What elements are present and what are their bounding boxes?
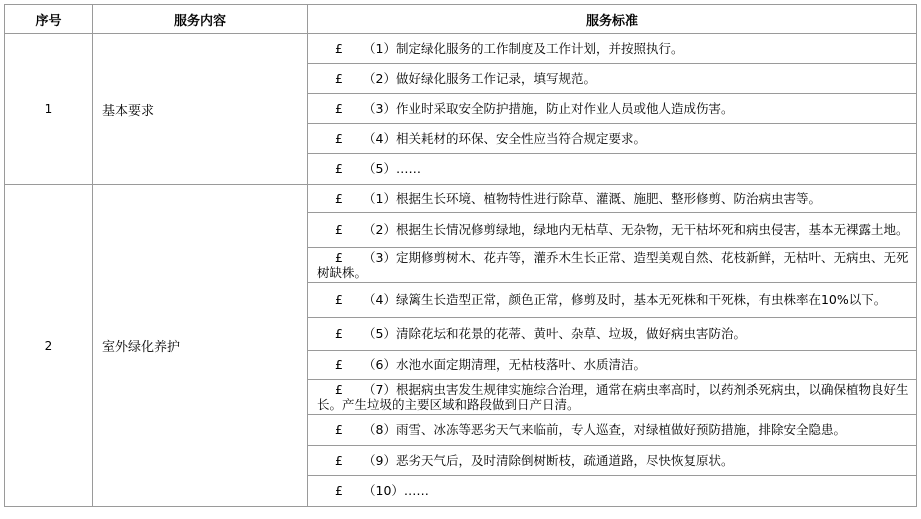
standard-item: £ （4）绿篱生长造型正常，颜色正常，修剪及时，基本无死株和干死株，有虫株率在10%以下。 — [308, 283, 917, 318]
standard-item: £ （4）相关耗材的环保、安全性应当符合规定要求。 — [308, 124, 917, 154]
service-content: 基本要求 — [93, 34, 308, 185]
standard-item: £ （1）制定绿化服务的工作制度及工作计划，并按照执行。 — [308, 34, 917, 64]
standard-item: £ （10）…… — [308, 476, 917, 507]
checkbox-bullet: £ — [335, 70, 343, 86]
checkbox-bullet: £ — [335, 161, 343, 176]
checkbox-bullet: £ — [335, 130, 343, 146]
checkbox-bullet: £ — [335, 422, 343, 437]
service-standards-table — [4, 4, 917, 507]
row-number: 1 — [5, 34, 93, 185]
standard-item: £ （5）…… — [308, 154, 917, 185]
checkbox-bullet: £ — [335, 222, 343, 238]
standard-item: £ （1）根据生长环境、植物特性进行除草、灌溉、施肥、整形修剪、防治病虫害等。 — [308, 185, 917, 213]
checkbox-bullet: £ — [335, 100, 343, 116]
standard-item: £ （6）水池水面定期清理，无枯枝落叶、水质清洁。 — [308, 351, 917, 380]
standard-item: £ （5）清除花坛和花景的花蒂、黄叶、杂草、垃圾，做好病虫害防治。 — [308, 318, 917, 351]
checkbox-bullet: £ — [335, 40, 343, 56]
service-content: 室外绿化养护 — [93, 185, 308, 507]
checkbox-bullet: £ — [335, 190, 343, 206]
table-row — [5, 185, 917, 213]
checkbox-bullet: £ — [335, 326, 343, 341]
checkbox-bullet: £ — [335, 292, 343, 308]
checkbox-bullet: £ — [335, 357, 343, 372]
standard-item: £ （3）定期修剪树木、花卉等，灌乔木生长正常、造型美观自然、花枝新鲜，无枯叶、无病虫、无死树缺株。 — [308, 248, 917, 283]
row-number: 2 — [5, 185, 93, 507]
table-row — [5, 34, 917, 64]
checkbox-bullet: £ — [335, 452, 343, 468]
checkbox-bullet: £ — [335, 249, 343, 265]
standard-item: £ （8）雨雪、冰冻等恶劣天气来临前，专人巡查，对绿植做好预防措施，排除安全隐患。 — [308, 415, 917, 446]
checkbox-bullet: £ — [335, 381, 343, 397]
standard-item: £ （7）根据病虫害发生规律实施综合治理，通常在病虫率高时，以药剂杀死病虫，以确保植物良好生长。产生垃圾的主要区域和路段做到日产日清。 — [308, 380, 917, 415]
standard-item: £ （3）作业时采取安全防护措施，防止对作业人员或他人造成伤害。 — [308, 94, 917, 124]
header-no: 序号 — [5, 5, 93, 34]
header-standard: 服务标准 — [308, 5, 917, 34]
header-content: 服务内容 — [93, 5, 308, 34]
checkbox-bullet: £ — [335, 483, 343, 498]
header-row — [5, 5, 917, 34]
standard-item: £ （2）根据生长情况修剪绿地，绿地内无枯草、无杂物，无干枯坏死和病虫侵害，基本无裸露土地。 — [308, 213, 917, 248]
standard-item: £ （2）做好绿化服务工作记录，填写规范。 — [308, 64, 917, 94]
standard-item: £ （9）恶劣天气后，及时清除倒树断枝，疏通道路，尽快恢复原状。 — [308, 446, 917, 476]
